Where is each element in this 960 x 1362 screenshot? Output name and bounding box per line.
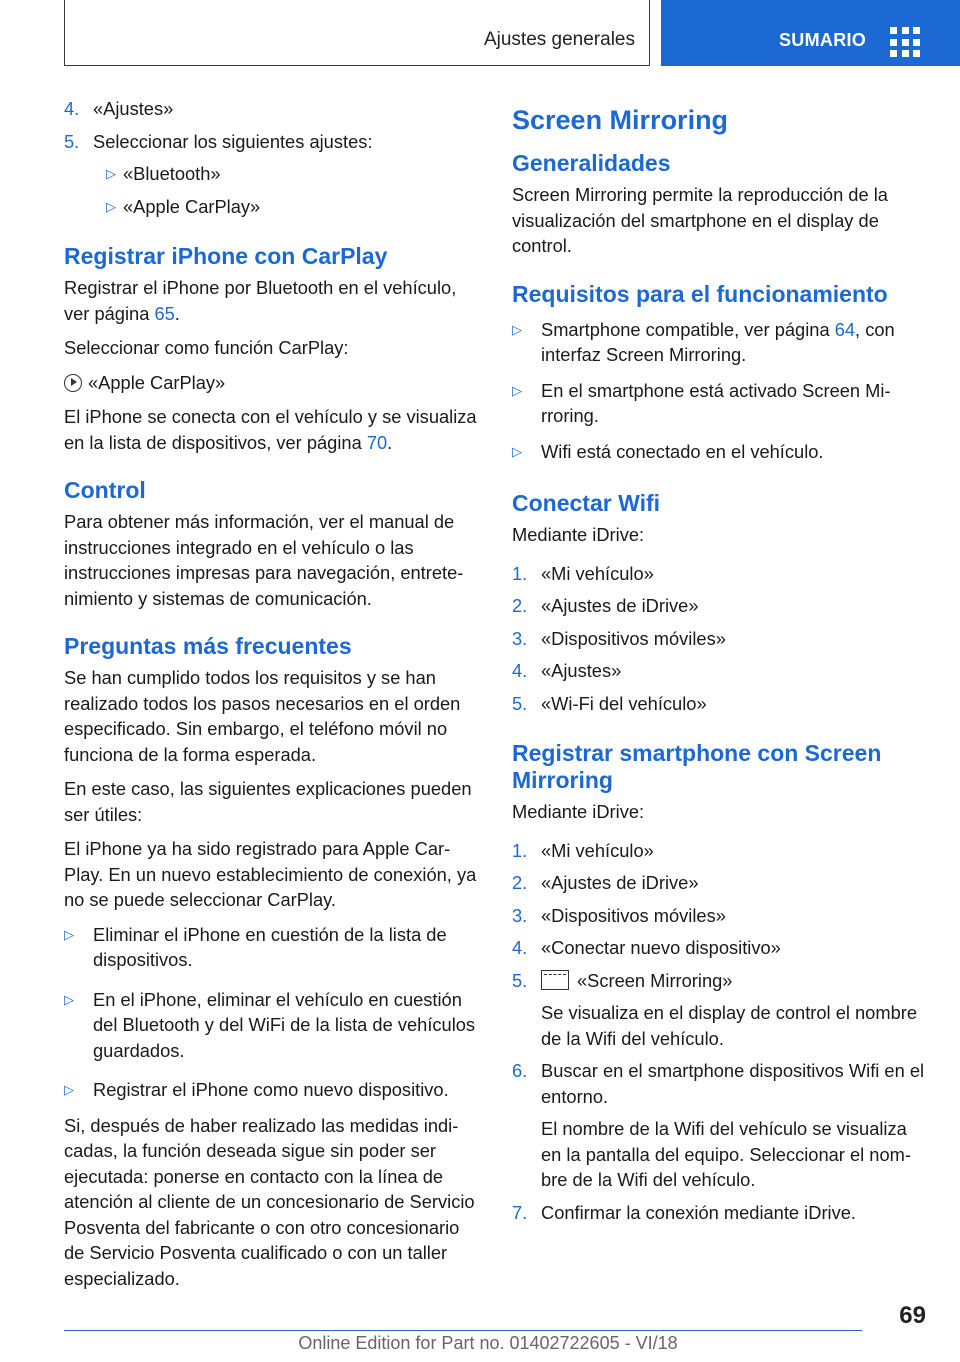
section-title: Generalidades [512, 150, 671, 176]
list-item: 4. «Conectar nuevo dispositivo» [512, 937, 781, 958]
triangle-bullet-icon: ▷ [64, 1082, 74, 1097]
paragraph: El iPhone ya ha sido registrado para Apple CarPlay. En un nuevo establecimiento de conexión, ya no se puede seleccionar CarPlay. [64, 838, 477, 910]
paragraph: Mediante iDrive: [512, 524, 645, 545]
page-link[interactable]: 64 [834, 318, 856, 340]
paragraph: Screen Mirroring permite la reproducción de la visualización del smartphone en el display de control. [512, 184, 888, 256]
footer-divider [64, 1330, 862, 1331]
list-item: ▷ Eliminar el iPhone en cuestión de la lista de dispositivos. [64, 923, 447, 970]
list-item: ▷ Wifi está conectado en el vehículo. [512, 439, 926, 465]
list-item: ▷ En el smartphone está activado Screen Mirroring. [512, 379, 891, 426]
sub-list-item: ▷ «Bluetooth» [64, 161, 482, 187]
paragraph: Seleccionar como función CarPlay: [64, 337, 349, 358]
header-title: Ajustes generales [483, 29, 635, 50]
page-number: 69 [899, 1302, 926, 1329]
paragraph: El iPhone se conecta con el vehículo y se visualiza en la lista de dispositivos, ver página 70. [64, 406, 477, 453]
sub-list-item: ▷ «Apple CarPlay» [64, 194, 482, 220]
section-title: Preguntas más frecuentes [64, 633, 352, 659]
chapter-title: Screen Mirroring [512, 105, 729, 135]
left-column [64, 96, 482, 1300]
paragraph: En este caso, las siguientes explicaciones pueden ser útiles: [64, 778, 472, 825]
paragraph: «Apple CarPlay» [64, 370, 482, 396]
controller-icon [64, 374, 82, 392]
triangle-bullet-icon: ▷ [512, 443, 522, 459]
section-title: Requisitos para el funcionamiento [512, 280, 888, 307]
triangle-bullet-icon: ▷ [64, 991, 74, 1007]
paragraph: Si, después de haber realizado las medidas indicadas, la función deseada sigue sin poder ser ejecutada: ponerse en contacto con la línea de atención al cliente de un concesionario de Servicio Posventa del fabricante o con otro concesionario de Servicio Posventa cualificado o con un taller especializado. [64, 1114, 475, 1289]
list-item: 2. «Ajustes de iDrive» [512, 595, 699, 616]
screen-mirroring-icon [541, 970, 569, 990]
footer-edition: Online Edition for Part no. 01402722605 - VI/18 [298, 1333, 678, 1353]
page-link[interactable]: 70 [366, 431, 388, 453]
triangle-bullet-icon: ▷ [512, 321, 522, 337]
list-item: 5. «Wi-Fi del vehículo» [512, 692, 707, 714]
list-item: 5. Seleccionar los siguientes ajustes: [64, 130, 373, 152]
sumario-label: SUMARIO [779, 30, 867, 50]
list-item: 3. «Dispositivos móviles» [512, 627, 726, 649]
list-item: ▷ En el iPhone, eliminar el vehículo en cuestión del Bluetooth y del WiFi de la lista de vehículos guardados. [64, 988, 476, 1061]
page-header [0, 0, 960, 66]
list-item: 1. «Mi vehículo» [512, 839, 654, 861]
list-item: 5. «Screen Mirroring» Se visualiza en el display de control el nombre de la Wifi del vehículo. [512, 969, 917, 1049]
paragraph: Se han cumplido todos los requisitos y se han realizado todos los pasos necesarios en el orden especificado. Sin embargo, el teléfono móvil no funciona de la forma esperada. [64, 667, 461, 765]
triangle-bullet-icon: ▷ [106, 166, 116, 181]
paragraph: Mediante iDrive: [512, 801, 645, 822]
section-title: Registrar iPhone con CarPlay [64, 243, 388, 269]
list-item: ▷ Registrar el iPhone como nuevo dispositivo. [64, 1077, 482, 1103]
right-column [512, 96, 926, 1232]
section-title: Conectar Wifi [512, 490, 661, 516]
header-title-box [64, 0, 650, 66]
section-title: Control [64, 477, 146, 503]
list-item: 6. Buscar en el smartphone dispositivos Wifi en el entorno. El nombre de la Wifi del vehículo se visualiza en la pantalla del equipo. Seleccionar el nombre de la Wifi del vehículo. [512, 1060, 925, 1190]
list-item: ▷ Smartphone compatible, ver página 64, con interfaz Screen Mirroring. [512, 318, 895, 365]
triangle-bullet-icon: ▷ [64, 926, 74, 942]
list-item: 3. «Dispositivos móviles» [512, 904, 726, 926]
triangle-bullet-icon: ▷ [512, 382, 522, 398]
paragraph: Registrar el iPhone por Bluetooth en el vehículo, ver página 65. [64, 277, 457, 324]
list-item: 4. «Ajustes» [512, 660, 622, 681]
list-item: 7. Confirmar la conexión mediante iDrive. [512, 1201, 856, 1223]
list-item: 1. «Mi vehículo» [512, 562, 654, 584]
list-item: 2. «Ajustes de iDrive» [512, 872, 699, 893]
grid-icon [890, 27, 920, 57]
list-item: 4. «Ajustes» [64, 98, 174, 119]
triangle-bullet-icon: ▷ [106, 198, 116, 214]
page-link[interactable]: 65 [154, 302, 175, 324]
paragraph: Para obtener más información, ver el manual de instrucciones integrado en el vehículo o las instrucciones impresas para navegación, entretenimiento y sistemas de comunicación. [64, 511, 464, 609]
sumario-button[interactable] [661, 0, 960, 66]
section-title: Registrar smartphone con Screen Mirroring [512, 740, 882, 793]
